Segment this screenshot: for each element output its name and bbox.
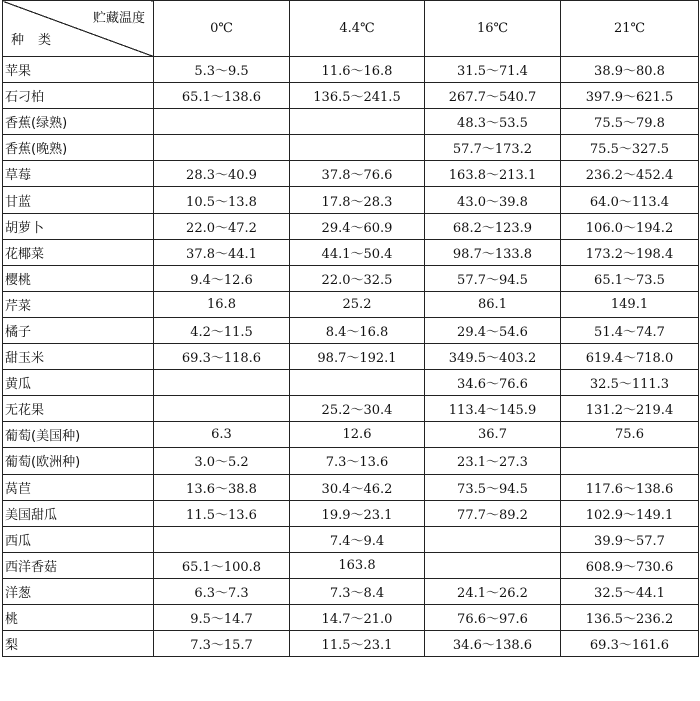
respiration-value-cell — [290, 370, 425, 396]
variety-name-cell: 美国甜瓜 — [3, 500, 154, 526]
variety-name-cell: 洋葱 — [3, 578, 154, 604]
respiration-value-cell: 36.7 — [425, 422, 561, 448]
variety-name-cell: 芹菜 — [3, 291, 154, 317]
respiration-value-cell: 12.6 — [290, 422, 425, 448]
respiration-value-cell: 136.5～236.2 — [561, 604, 699, 630]
respiration-value-cell: 11.5～13.6 — [154, 500, 290, 526]
respiration-value-cell: 19.9～23.1 — [290, 500, 425, 526]
respiration-value-cell: 22.0～47.2 — [154, 213, 290, 239]
variety-name-cell: 草莓 — [3, 161, 154, 187]
variety-name-cell: 葡萄(美国种) — [3, 422, 154, 448]
respiration-value-cell: 25.2～30.4 — [290, 396, 425, 422]
respiration-value-cell: 131.2～219.4 — [561, 396, 699, 422]
table-row — [3, 526, 699, 552]
respiration-value-cell: 9.4～12.6 — [154, 265, 290, 291]
respiration-value-cell: 117.6～138.6 — [561, 474, 699, 500]
table-row — [3, 552, 699, 578]
variety-name-cell: 葡萄(欧洲种) — [3, 448, 154, 474]
respiration-value-cell: 5.3～9.5 — [154, 57, 290, 83]
respiration-value-cell: 48.3～53.5 — [425, 109, 561, 135]
respiration-value-cell: 349.5～403.2 — [425, 344, 561, 370]
respiration-value-cell — [290, 135, 425, 161]
respiration-value-cell: 23.1～27.3 — [425, 448, 561, 474]
respiration-value-cell: 65.1～100.8 — [154, 552, 290, 578]
respiration-value-cell: 37.8～76.6 — [290, 161, 425, 187]
variety-name-cell: 甜玉米 — [3, 344, 154, 370]
table-row — [3, 317, 699, 343]
respiration-value-cell: 32.5～44.1 — [561, 578, 699, 604]
respiration-value-cell: 6.3 — [154, 422, 290, 448]
table-row — [3, 578, 699, 604]
variety-name-cell: 莴苣 — [3, 474, 154, 500]
table-row — [3, 57, 699, 83]
variety-name-cell: 樱桃 — [3, 265, 154, 291]
respiration-value-cell: 3.0～5.2 — [154, 448, 290, 474]
respiration-value-cell — [154, 135, 290, 161]
storage-temperature-label: 贮藏温度 — [92, 11, 145, 26]
respiration-value-cell: 25.2 — [290, 291, 425, 317]
respiration-value-cell: 136.5～241.5 — [290, 83, 425, 109]
variety-name-cell: 石刁柏 — [3, 83, 154, 109]
respiration-value-cell: 14.7～21.0 — [290, 604, 425, 630]
respiration-value-cell: 34.6～138.6 — [425, 631, 561, 657]
variety-label: 种类 — [11, 33, 66, 48]
respiration-value-cell: 24.1～26.2 — [425, 578, 561, 604]
respiration-value-cell: 10.5～13.8 — [154, 187, 290, 213]
table-row — [3, 265, 699, 291]
respiration-value-cell: 39.9～57.7 — [561, 526, 699, 552]
respiration-value-cell: 608.9～730.6 — [561, 552, 699, 578]
respiration-value-cell: 69.3～161.6 — [561, 631, 699, 657]
table-row — [3, 370, 699, 396]
respiration-value-cell: 16.8 — [154, 291, 290, 317]
table-row — [3, 239, 699, 265]
table-header-row — [3, 1, 699, 57]
respiration-value-cell — [154, 109, 290, 135]
respiration-rate-table — [2, 0, 699, 657]
respiration-value-cell: 57.7～94.5 — [425, 265, 561, 291]
respiration-value-cell: 6.3～7.3 — [154, 578, 290, 604]
variety-name-cell: 香蕉(晚熟) — [3, 135, 154, 161]
respiration-value-cell: 17.8～28.3 — [290, 187, 425, 213]
variety-name-cell: 西洋香菇 — [3, 552, 154, 578]
respiration-value-cell: 69.3～118.6 — [154, 344, 290, 370]
respiration-value-cell: 65.1～138.6 — [154, 83, 290, 109]
respiration-value-cell: 113.4～145.9 — [425, 396, 561, 422]
respiration-value-cell: 57.7～173.2 — [425, 135, 561, 161]
variety-name-cell: 苹果 — [3, 57, 154, 83]
table-row — [3, 604, 699, 630]
table-row — [3, 161, 699, 187]
respiration-value-cell: 267.7～540.7 — [425, 83, 561, 109]
respiration-value-cell: 86.1 — [425, 291, 561, 317]
respiration-value-cell — [290, 109, 425, 135]
table-row — [3, 83, 699, 109]
respiration-value-cell: 43.0～39.8 — [425, 187, 561, 213]
respiration-value-cell: 75.5～327.5 — [561, 135, 699, 161]
respiration-value-cell: 31.5～71.4 — [425, 57, 561, 83]
respiration-value-cell — [154, 396, 290, 422]
respiration-value-cell: 7.4～9.4 — [290, 526, 425, 552]
table-row — [3, 135, 699, 161]
table-row — [3, 422, 699, 448]
column-header-21c: 21℃ — [561, 1, 699, 57]
variety-name-cell: 橘子 — [3, 317, 154, 343]
respiration-value-cell: 9.5～14.7 — [154, 604, 290, 630]
respiration-value-cell: 98.7～133.8 — [425, 239, 561, 265]
variety-name-cell: 香蕉(绿熟) — [3, 109, 154, 135]
corner-header-cell — [3, 1, 154, 57]
respiration-value-cell: 29.4～60.9 — [290, 213, 425, 239]
respiration-value-cell: 75.5～79.8 — [561, 109, 699, 135]
variety-name-cell: 黄瓜 — [3, 370, 154, 396]
column-header-16c: 16℃ — [425, 1, 561, 57]
table-body — [3, 57, 699, 657]
table-row — [3, 213, 699, 239]
respiration-value-cell: 29.4～54.6 — [425, 317, 561, 343]
respiration-value-cell: 7.3～8.4 — [290, 578, 425, 604]
respiration-value-cell — [154, 370, 290, 396]
table-row — [3, 109, 699, 135]
respiration-value-cell: 163.8 — [290, 552, 425, 578]
variety-name-cell: 桃 — [3, 604, 154, 630]
respiration-value-cell: 73.5～94.5 — [425, 474, 561, 500]
respiration-value-cell: 7.3～15.7 — [154, 631, 290, 657]
table-row — [3, 448, 699, 474]
respiration-value-cell: 98.7～192.1 — [290, 344, 425, 370]
respiration-value-cell: 65.1～73.5 — [561, 265, 699, 291]
respiration-value-cell — [425, 526, 561, 552]
respiration-value-cell: 51.4～74.7 — [561, 317, 699, 343]
variety-name-cell: 梨 — [3, 631, 154, 657]
respiration-value-cell: 7.3～13.6 — [290, 448, 425, 474]
respiration-value-cell: 173.2～198.4 — [561, 239, 699, 265]
variety-name-cell: 甘蓝 — [3, 187, 154, 213]
respiration-value-cell — [561, 448, 699, 474]
respiration-value-cell — [425, 552, 561, 578]
respiration-value-cell: 76.6～97.6 — [425, 604, 561, 630]
respiration-value-cell: 4.2～11.5 — [154, 317, 290, 343]
table-row — [3, 291, 699, 317]
respiration-value-cell: 77.7～89.2 — [425, 500, 561, 526]
respiration-value-cell: 13.6～38.8 — [154, 474, 290, 500]
respiration-value-cell: 163.8～213.1 — [425, 161, 561, 187]
table-row — [3, 631, 699, 657]
respiration-value-cell: 37.8～44.1 — [154, 239, 290, 265]
table-row — [3, 187, 699, 213]
respiration-value-cell: 397.9～621.5 — [561, 83, 699, 109]
respiration-value-cell: 38.9～80.8 — [561, 57, 699, 83]
respiration-value-cell: 34.6～76.6 — [425, 370, 561, 396]
respiration-value-cell: 236.2～452.4 — [561, 161, 699, 187]
column-header-0c: 0℃ — [154, 1, 290, 57]
table-row — [3, 344, 699, 370]
variety-name-cell: 胡萝卜 — [3, 213, 154, 239]
respiration-value-cell: 30.4～46.2 — [290, 474, 425, 500]
respiration-value-cell: 64.0～113.4 — [561, 187, 699, 213]
respiration-value-cell: 102.9～149.1 — [561, 500, 699, 526]
respiration-value-cell: 68.2～123.9 — [425, 213, 561, 239]
respiration-value-cell: 106.0～194.2 — [561, 213, 699, 239]
table-row — [3, 396, 699, 422]
variety-name-cell: 花椰菜 — [3, 239, 154, 265]
variety-name-cell: 无花果 — [3, 396, 154, 422]
respiration-value-cell: 11.6～16.8 — [290, 57, 425, 83]
respiration-value-cell: 149.1 — [561, 291, 699, 317]
respiration-value-cell — [154, 526, 290, 552]
respiration-value-cell: 619.4～718.0 — [561, 344, 699, 370]
table-row — [3, 474, 699, 500]
respiration-value-cell: 28.3～40.9 — [154, 161, 290, 187]
respiration-value-cell: 11.5～23.1 — [290, 631, 425, 657]
respiration-value-cell: 22.0～32.5 — [290, 265, 425, 291]
column-header-4-4c: 4.4℃ — [290, 1, 425, 57]
table-row — [3, 500, 699, 526]
respiration-value-cell: 8.4～16.8 — [290, 317, 425, 343]
variety-name-cell: 西瓜 — [3, 526, 154, 552]
respiration-value-cell: 44.1～50.4 — [290, 239, 425, 265]
respiration-value-cell: 32.5～111.3 — [561, 370, 699, 396]
respiration-value-cell: 75.6 — [561, 422, 699, 448]
